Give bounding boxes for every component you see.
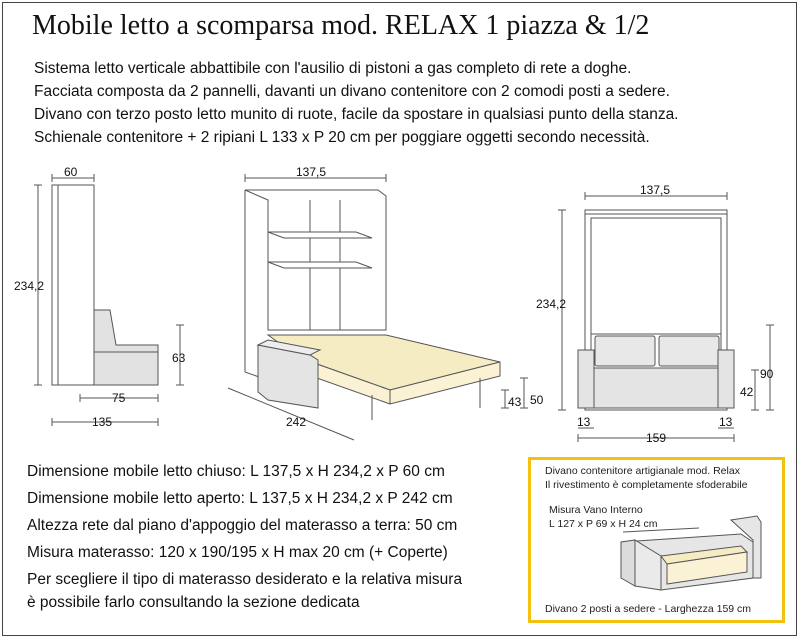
spec-closed-dimensions: Dimensione mobile letto chiuso: L 137,5 x H 234,2 x P 60 cm: [27, 463, 445, 480]
side-seat-height-label: 63: [172, 351, 186, 365]
sofa-box-subtitle: Il rivestimento è completamente sfoderabile: [545, 479, 748, 491]
description-line-3: Divano con terzo posto letto munito di ruote, facile da spostare in qualsiasi punto della stanza.: [34, 106, 679, 123]
front-side-left-label: 13: [577, 415, 591, 429]
sofa-box-title: Divano contenitore artigianale mod. Relax: [545, 465, 740, 477]
open-depth-label: 242: [286, 415, 307, 429]
spec-open-dimensions: Dimensione mobile letto aperto: L 137,5 x H 234,2 x P 242 cm: [27, 490, 453, 507]
side-view-drawing: [34, 174, 184, 426]
open-width-label: 137,5: [296, 165, 327, 179]
side-height-label: 234,2: [14, 279, 45, 293]
spec-see-section: è possibile farlo consultando la sezione dedicata: [27, 594, 360, 611]
front-back-height-label: 90: [760, 367, 774, 381]
description-line-4: Schienale contenitore + 2 ripiani L 133 x P 20 cm per poggiare oggetti secondo necessità.: [34, 129, 650, 146]
front-inner-width-label: 159: [646, 431, 667, 445]
front-side-right-label: 13: [719, 415, 733, 429]
sofa-box-inner-label: Misura Vano Interno: [549, 504, 643, 516]
front-height-label: 234,2: [536, 297, 567, 311]
storage-sofa-drawing: [531, 460, 782, 620]
front-seat-height-label: 42: [740, 385, 754, 399]
side-seat-depth-label: 75: [112, 391, 126, 405]
sofa-box-footer: Divano 2 posti a sedere - Larghezza 159 cm: [545, 603, 752, 615]
open-leg-height-label: 43: [508, 395, 522, 409]
description-line-2: Facciata composta da 2 pannelli, davanti un divano contenitore con 2 comodi posti a sedere.: [34, 83, 670, 100]
front-width-label: 137,5: [640, 183, 671, 197]
sofa-info-box: [528, 457, 785, 623]
open-mattress-height-label: 50: [530, 393, 544, 407]
sofa-box-inner-size: L 127 x P 69 x H 24 cm: [549, 518, 658, 530]
spec-mattress-size: Misura materasso: 120 x 190/195 x H max 20 cm (+ Coperte): [27, 544, 448, 561]
spec-mattress-height: Altezza rete dal piano d'appoggio del materasso a terra: 50 cm: [27, 517, 458, 534]
page-title: Mobile letto a scomparsa mod. RELAX 1 piazza & 1/2: [32, 10, 650, 41]
side-total-depth-label: 135: [92, 415, 113, 429]
open-bed-drawing: [228, 174, 528, 440]
front-view-drawing: [558, 192, 774, 442]
side-top-width-label: 60: [64, 165, 78, 179]
description-line-1: Sistema letto verticale abbattibile con l'ausilio di pistoni a gas completo di rete a doghe.: [34, 60, 632, 77]
spec-choose-mattress: Per scegliere il tipo di materasso desiderato e la relativa misura: [27, 571, 463, 588]
